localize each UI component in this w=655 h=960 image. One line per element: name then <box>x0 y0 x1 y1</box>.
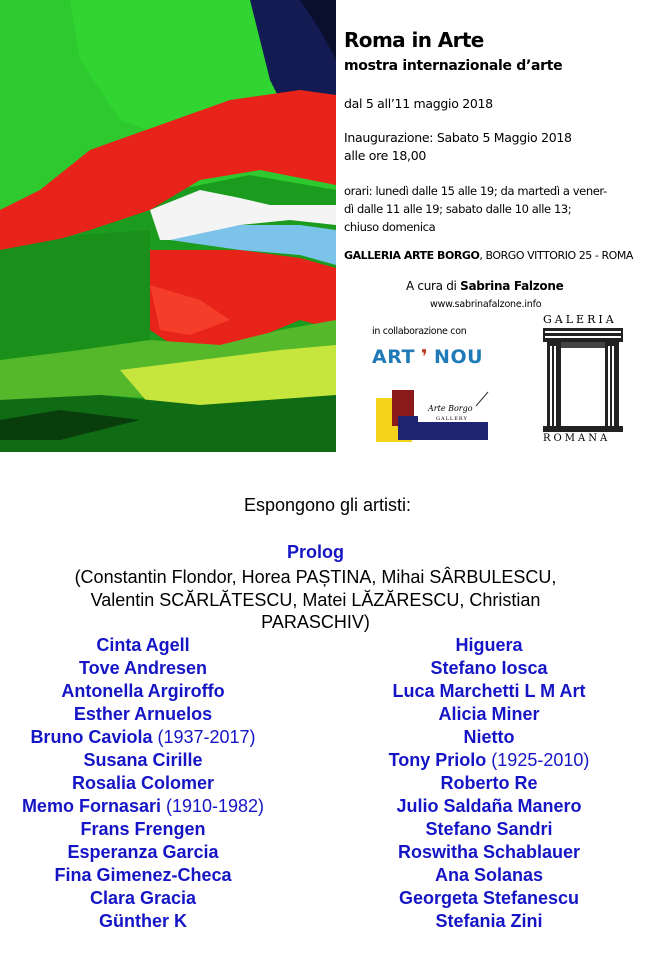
poster-title: Roma in Arte <box>344 28 484 52</box>
gallery-name: GALLERIA ARTE BORGO <box>344 249 480 262</box>
artist-name-text: Esther Arnuelos <box>73 704 213 724</box>
arte-borgo-logo-sub: GALLERY <box>436 416 468 422</box>
artist-name-text: Alicia Miner <box>438 704 540 724</box>
artist-name-text: Higuera <box>455 635 523 655</box>
collaboration-label: in collaborazione con <box>372 326 467 337</box>
artist-name <box>0 657 286 680</box>
artist-name <box>0 749 286 772</box>
artist-name <box>0 795 286 818</box>
artists-right-column <box>358 634 620 933</box>
artist-name-text: Frans Frengen <box>80 819 206 839</box>
artist-name <box>358 657 620 680</box>
artist-name-text: Julio Saldaña Manero <box>396 796 582 816</box>
artnou-logo-right: NOU <box>434 346 484 368</box>
artist-name <box>0 864 286 887</box>
curated-by <box>406 279 563 293</box>
exhibitors-heading: Espongono gli artisti: <box>243 495 412 515</box>
artist-name <box>358 841 620 864</box>
poster-info <box>344 0 650 452</box>
poster-subtitle: mostra internazionale d’arte <box>344 58 563 74</box>
artist-name <box>0 841 286 864</box>
curated-prefix: A cura di <box>406 279 461 293</box>
galeria-romana-logo-bottom: ROMANA <box>543 433 611 444</box>
artist-name-text: Nietto <box>463 727 515 747</box>
inauguration-date: Inaugurazione: Sabato 5 Maggio 2018 <box>344 130 572 145</box>
gallery-street: , BORGO VITTORIO 25 - ROMA <box>479 249 633 262</box>
artist-name-text: Tony Priolo <box>388 750 487 770</box>
inauguration-time: alle ore 18,00 <box>344 148 427 163</box>
artist-name <box>358 795 620 818</box>
artist-years: (1910-1982) <box>160 796 265 816</box>
artist-name <box>0 703 286 726</box>
curator-website: www.sabrinafalzone.info <box>430 299 542 310</box>
artist-name-text: Antonella Argiroffo <box>61 681 225 701</box>
artist-name <box>358 818 620 841</box>
artist-name-text: Roberto Re <box>440 773 538 793</box>
artist-name <box>358 703 620 726</box>
opening-hours-line3: chiuso domenica <box>344 220 436 234</box>
artist-name <box>358 887 620 910</box>
artist-name <box>0 680 286 703</box>
artist-name <box>0 772 286 795</box>
galeria-romana-logo-top: GALERIA <box>543 313 617 326</box>
prolog-title: Prolog <box>287 542 344 562</box>
artist-name <box>0 887 286 910</box>
artist-name-text: Esperanza Garcia <box>67 842 219 862</box>
artist-name-text: Cinta Agell <box>96 635 190 655</box>
artist-name-text: Roswitha Schablauer <box>397 842 581 862</box>
abstract-painting <box>0 0 336 452</box>
artist-name-text: Georgeta Stefanescu <box>398 888 580 908</box>
prolog-names-line3: PARASCHIV) <box>261 612 370 632</box>
artist-years: (1937-2017) <box>152 727 256 747</box>
artist-name-text: Stefano Iosca <box>430 658 548 678</box>
exhibition-dates: dal 5 all’11 maggio 2018 <box>344 96 493 111</box>
artist-name <box>358 634 620 657</box>
artnou-logo-left: ART <box>372 346 415 368</box>
artist-name-text: Clara Gracia <box>89 888 197 908</box>
artist-name-text: Rosalia Colomer <box>71 773 215 793</box>
artist-name <box>358 749 620 772</box>
prolog-names-line2: Valentin SCĂRLĂTESCU, Matei LĂZĂRESCU, Christian <box>90 589 541 610</box>
artist-name-text: Günther K <box>99 911 187 931</box>
artist-name <box>0 726 286 749</box>
galeria-romana-arch-icon <box>543 328 623 432</box>
artist-name <box>0 910 286 933</box>
artist-name <box>358 726 620 749</box>
artist-name-text: Bruno Caviola <box>30 727 153 747</box>
prolog-names <box>0 566 631 634</box>
artist-name-text: Ana Solanas <box>434 865 544 885</box>
curator-name: Sabrina Falzone <box>460 279 564 293</box>
artist-years: (1925-2010) <box>486 750 590 770</box>
artnou-logo <box>372 346 483 368</box>
prolog-names-line1: (Constantin Flondor, Horea PAȘTINA, Mihai SÂRBULESCU, <box>74 567 557 587</box>
artist-name-text: Stefano Sandri <box>425 819 553 839</box>
arte-borgo-logo-text: Arte Borgo <box>428 404 473 413</box>
artist-name <box>0 634 286 657</box>
artist-name-text: Stefania Zini <box>435 911 543 931</box>
artist-name-text: Susana Cirille <box>83 750 203 770</box>
artist-name <box>358 772 620 795</box>
artnou-logo-mark: ❜ <box>420 346 429 368</box>
artist-name <box>0 818 286 841</box>
artist-name-text: Memo Fornasari <box>21 796 161 816</box>
artist-name-text: Fina Gimenez-Checa <box>54 865 232 885</box>
artist-name-text: Tove Andresen <box>78 658 208 678</box>
arte-borgo-logo <box>376 386 494 450</box>
artist-name <box>358 910 620 933</box>
artist-name-text: Luca Marchetti L M Art <box>392 681 586 701</box>
artist-name <box>358 680 620 703</box>
artists-left-column <box>0 634 286 933</box>
artist-name <box>358 864 620 887</box>
opening-hours-line2: dì dalle 11 alle 19; sabato dalle 10 alle 13; <box>344 202 572 216</box>
gallery-address <box>344 249 633 262</box>
opening-hours-line1: orari: lunedì dalle 15 alle 19; da martedì a vener- <box>344 184 607 198</box>
